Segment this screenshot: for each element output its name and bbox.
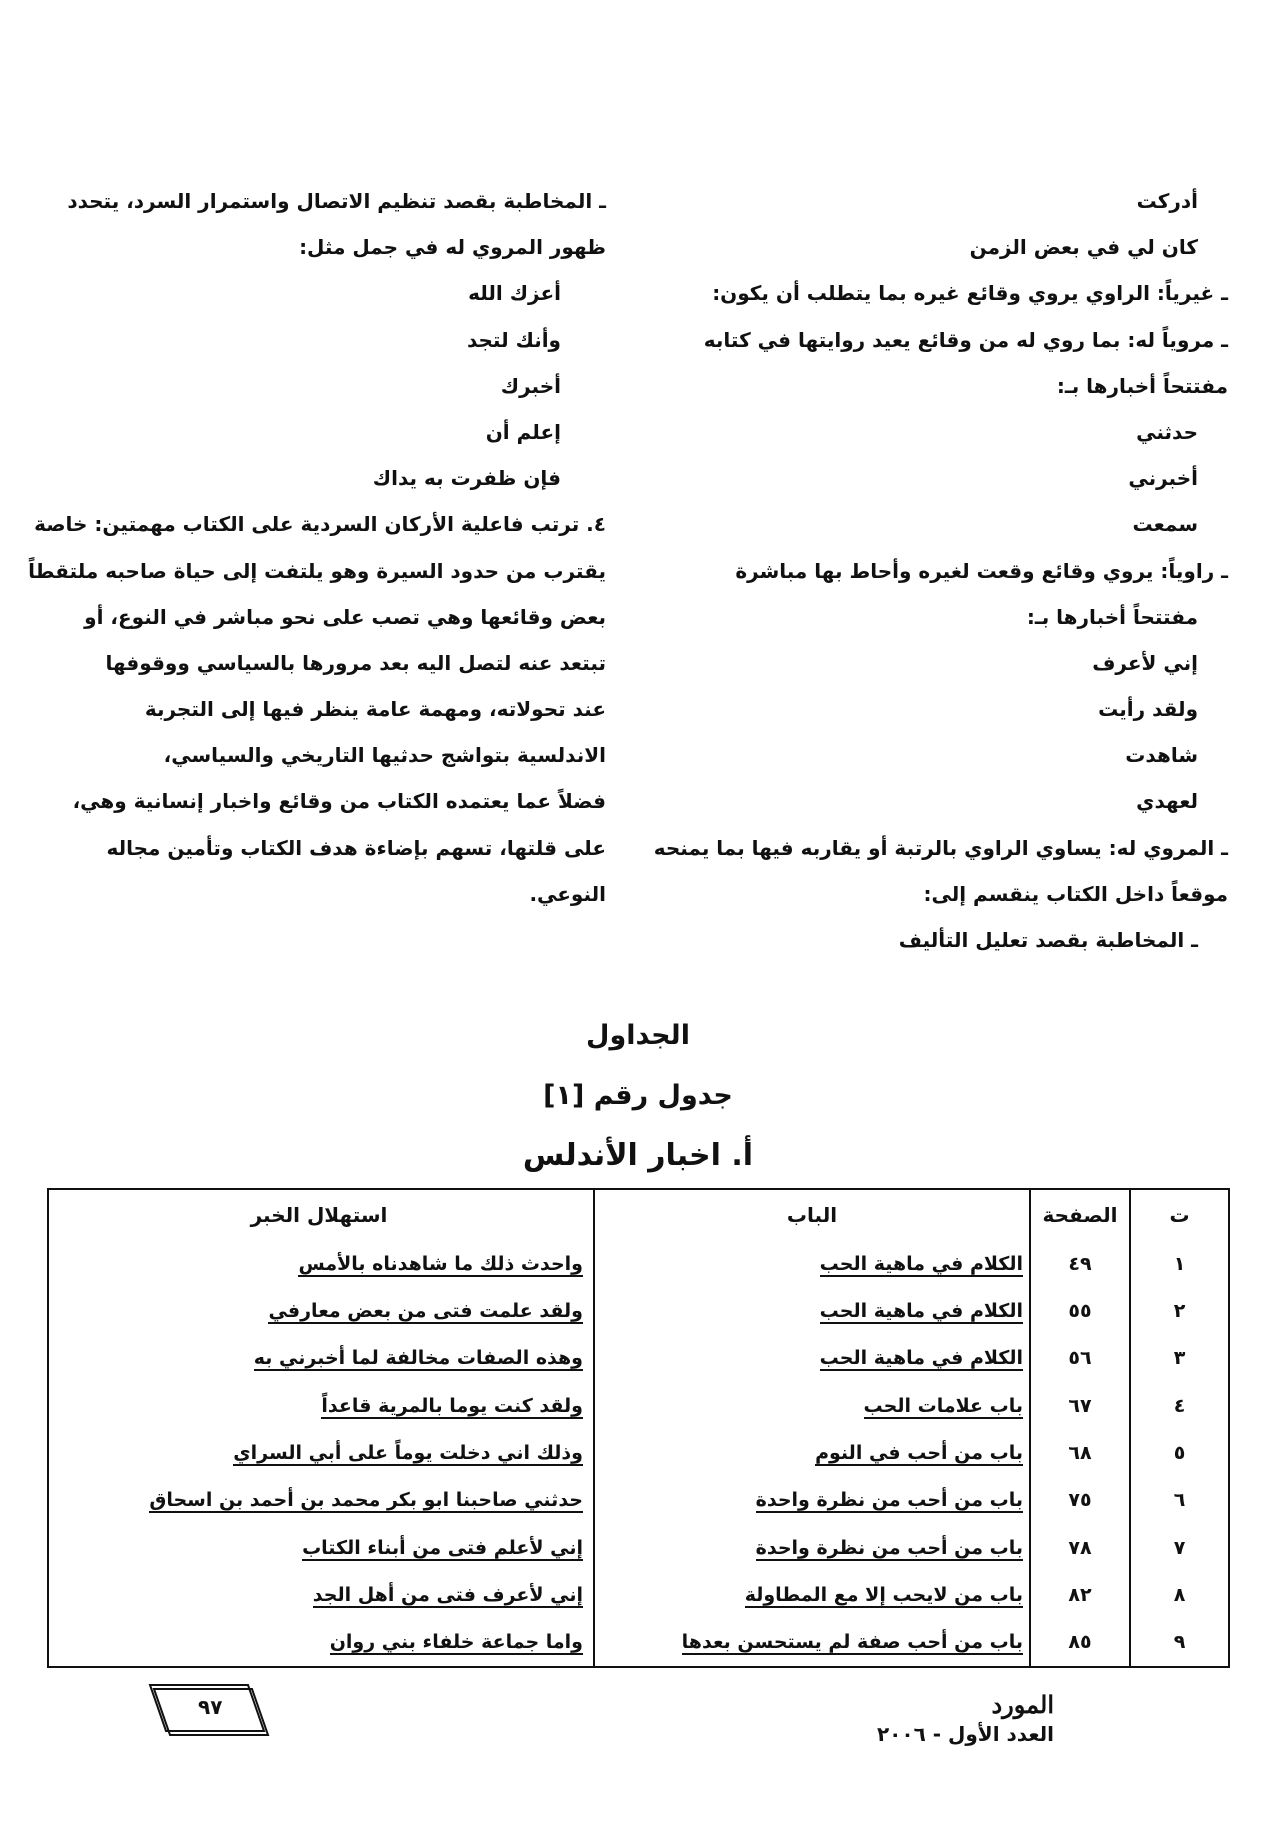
text-line: موقعاً داخل الكتاب ينقسم إلى: xyxy=(923,881,1228,906)
text-line: تبتعد عنه لتصل اليه بعد مرورها بالسياسي ووقوفها xyxy=(105,650,606,675)
cell-khabar-text: وذلك اني دخلت يوماً على أبي السراي xyxy=(233,1441,583,1464)
text-line: ـ المخاطبة بقصد تعليل التأليف xyxy=(898,928,1198,952)
cell-num: ٣ xyxy=(1130,1335,1228,1382)
cell-khabar-text: إني لأعرف فتى من أهل الجد xyxy=(312,1583,583,1606)
cell-khabar xyxy=(45,1240,594,1287)
text-line: كان لي في بعض الزمن xyxy=(969,235,1198,260)
cell-page: ٧٥ xyxy=(1030,1477,1130,1524)
header-khabar: استهلال الخبر xyxy=(250,1203,388,1227)
cell-khabar xyxy=(45,1287,594,1334)
akhbar-table xyxy=(47,1188,1230,1668)
text-line: فضلاً عما يعتمده الكتاب من وقائع واخبار إنسانية وهي، xyxy=(72,789,606,814)
cell-bab xyxy=(594,1240,1030,1287)
cell-page: ٤٩ xyxy=(1030,1240,1130,1287)
text-line: شاهدت xyxy=(1125,743,1198,768)
text-line: مفتتحاً أخبارها بـ: xyxy=(1026,604,1198,629)
cell-bab-text: الكلام في ماهية الحب xyxy=(819,1252,1023,1275)
text-line: فإن ظفرت به يداك xyxy=(372,466,561,491)
text-line: وأنك لتجد xyxy=(466,327,561,352)
cell-bab xyxy=(594,1287,1030,1334)
cell-bab-text: الكلام في ماهية الحب xyxy=(819,1347,1023,1370)
table-label: جدول رقم [١] xyxy=(543,1080,733,1111)
table-row xyxy=(45,1382,1228,1429)
cell-page: ٥٥ xyxy=(1030,1287,1130,1334)
table-row xyxy=(45,1524,1228,1571)
text-line: أخبرني xyxy=(1128,466,1198,491)
text-line: ـ مروياً له: بما روي له من وقائع يعيد روايتها في كتابه xyxy=(703,327,1228,352)
header-bab: الباب xyxy=(594,1190,1030,1240)
journal-name: المورد xyxy=(991,1690,1054,1719)
text-line: أخبرك xyxy=(500,373,561,398)
cell-bab xyxy=(594,1477,1030,1524)
text-line: إعلم أن xyxy=(485,419,561,444)
text-line: ـ غيرياً: الراوي يروي وقائع غيره بما يتطلب أن يكون: xyxy=(712,281,1228,306)
cell-num: ٥ xyxy=(1130,1429,1228,1476)
cell-khabar-text: ولقد كنت يوما بالمرية قاعداً xyxy=(321,1394,583,1417)
cell-khabar xyxy=(45,1524,594,1571)
cell-bab-text: باب من أحب من نظرة واحدة xyxy=(755,1536,1023,1559)
cell-page: ٨٥ xyxy=(1030,1619,1130,1666)
text-line: مفتتحاً أخبارها بـ: xyxy=(1056,373,1228,398)
tables-heading: الجداول xyxy=(586,1020,690,1051)
cell-page: ٧٨ xyxy=(1030,1524,1130,1571)
cell-num: ٧ xyxy=(1130,1524,1228,1571)
issue-info: العدد الأول - ٢٠٠٦ xyxy=(876,1722,1054,1746)
text-line: ـ المخاطبة بقصد تنظيم الاتصال واستمرار السرد، يتحدد xyxy=(67,189,606,213)
right-text-column xyxy=(628,178,1228,963)
cell-bab xyxy=(594,1571,1030,1618)
cell-page: ٦٨ xyxy=(1030,1429,1130,1476)
cell-bab-text: باب من لايحب إلا مع المطاولة xyxy=(744,1583,1023,1606)
table-row xyxy=(45,1619,1228,1666)
cell-bab xyxy=(594,1619,1030,1666)
cell-khabar xyxy=(45,1382,594,1429)
text-line: النوعي. xyxy=(529,881,606,906)
text-line: على قلتها، تسهم بإضاءة هدف الكتاب وتأمين مجاله xyxy=(106,835,606,860)
table-row xyxy=(45,1335,1228,1382)
cell-khabar-text: واما جماعة خلفاء بني روان xyxy=(329,1631,583,1654)
text-line: إني لأعرف xyxy=(1092,650,1198,675)
page-number: ٩٧ xyxy=(198,1695,223,1719)
cell-num: ٨ xyxy=(1130,1571,1228,1618)
left-text-column xyxy=(28,178,606,917)
cell-num: ٤ xyxy=(1130,1382,1228,1429)
cell-bab-text: باب من أحب في النوم xyxy=(815,1441,1023,1464)
cell-khabar-text: حدثني صاحبنا ابو بكر محمد بن أحمد بن اسحاق xyxy=(149,1489,583,1512)
text-line: عند تحولاته، ومهمة عامة ينظر فيها إلى التجربة xyxy=(144,697,606,722)
cell-khabar xyxy=(45,1477,594,1524)
cell-num: ٩ xyxy=(1130,1619,1228,1666)
text-line: ولقد رأيت xyxy=(1098,697,1198,722)
cell-khabar-text: ولقد علمت فتى من بعض معارفي xyxy=(268,1299,583,1322)
cell-khabar xyxy=(45,1571,594,1618)
cell-num: ٢ xyxy=(1130,1287,1228,1334)
cell-page: ٨٢ xyxy=(1030,1571,1130,1618)
table-header-row xyxy=(45,1190,1228,1240)
text-line: أدركت xyxy=(1136,189,1198,213)
cell-bab xyxy=(594,1429,1030,1476)
cell-khabar xyxy=(45,1335,594,1382)
text-line: ظهور المروي له في جمل مثل: xyxy=(299,235,606,260)
text-line: بعض وقائعها وهي تصب على نحو مباشر في النوع، أو xyxy=(84,604,606,629)
cell-page: ٥٦ xyxy=(1030,1335,1130,1382)
page-number-badge xyxy=(148,1683,272,1741)
cell-bab xyxy=(594,1335,1030,1382)
text-line: سمعت xyxy=(1132,512,1198,537)
cell-khabar-text: وهذه الصفات مخالفة لما أخبرني به xyxy=(253,1347,583,1370)
cell-khabar-text: واحدث ذلك ما شاهدناه بالأمس xyxy=(298,1252,583,1275)
text-line: ٤. ترتب فاعلية الأركان السردية على الكتاب مهمتين: خاصة xyxy=(34,512,606,537)
table-row xyxy=(45,1287,1228,1334)
text-line: يقترب من حدود السيرة وهو يلتفت إلى حياة صاحبه ملتقطاً xyxy=(28,558,606,583)
header-page: الصفحة xyxy=(1030,1190,1130,1240)
cell-bab-text: باب من أحب من نظرة واحدة xyxy=(755,1489,1023,1512)
text-line: حدثني xyxy=(1136,419,1198,444)
cell-khabar xyxy=(45,1429,594,1476)
cell-page: ٦٧ xyxy=(1030,1382,1130,1429)
cell-khabar xyxy=(45,1619,594,1666)
cell-bab xyxy=(594,1382,1030,1429)
table-row xyxy=(45,1571,1228,1618)
cell-bab-text: باب علامات الحب xyxy=(863,1394,1023,1417)
cell-num: ١ xyxy=(1130,1240,1228,1287)
cell-bab-text: الكلام في ماهية الحب xyxy=(819,1299,1023,1322)
section-title: أ. اخبار الأندلس xyxy=(522,1138,754,1173)
text-line: أعزك الله xyxy=(468,281,561,306)
text-line: الاندلسية بتواشج حدثيها التاريخي والسياسي، xyxy=(163,743,606,768)
table-row xyxy=(45,1240,1228,1287)
table-row xyxy=(45,1477,1228,1524)
header-num: ت xyxy=(1130,1190,1228,1240)
text-line: ـ راوياً: يروي وقائع وقعت لغيره وأحاط بها مباشرة xyxy=(735,558,1228,583)
table-row xyxy=(45,1429,1228,1476)
text-line: ـ المروي له: يساوي الراوي بالرتبة أو يقاربه فيها بما يمنحه xyxy=(653,835,1228,860)
cell-bab xyxy=(594,1524,1030,1571)
cell-num: ٦ xyxy=(1130,1477,1228,1524)
cell-khabar-text: إني لأعلم فتى من أبناء الكتاب xyxy=(302,1536,583,1559)
cell-bab-text: باب من أحب صفة لم يستحسن بعدها xyxy=(681,1631,1023,1654)
text-line: لعهدي xyxy=(1136,789,1198,814)
